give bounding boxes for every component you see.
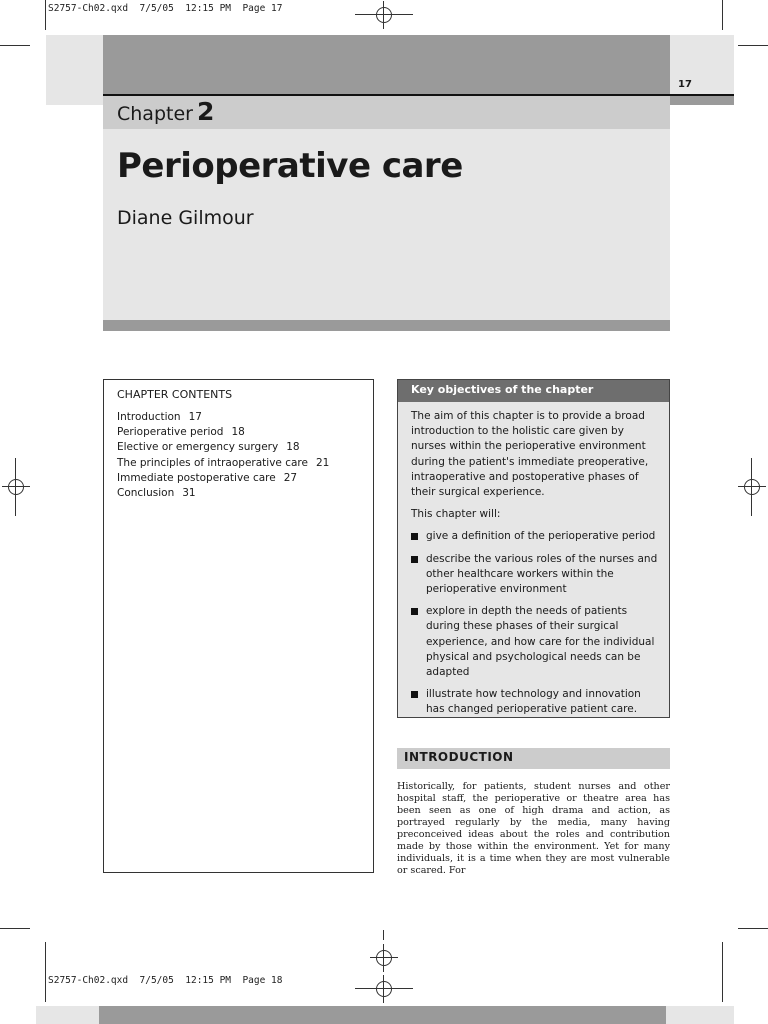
crop-mark xyxy=(0,45,30,46)
registration-mark-icon xyxy=(738,473,766,501)
crop-mark xyxy=(45,0,46,30)
introduction-text: Historically, for patients, student nurses and other hospital staff, the perioperative or theatre area has been seen as one of high drama and action, as portrayed regularly by the media, many having preconceived ideas about the roles and contribution made by those within the environment. Yet for many individuals, it is a time when they are most vulnerable or scared. For xyxy=(397,781,670,876)
crop-mark xyxy=(383,930,384,940)
objectives-intro: The aim of this chapter is to provide a broad introduction to the holistic care given by nurses within the perioperative environment during the patient's immediate preoperative, intraoperative and postoperative phases of their surgical experience. xyxy=(411,410,649,499)
crop-mark xyxy=(15,458,16,516)
list-item: explore in depth the needs of patients during these phases of their surgical experience, and how care for the individual physical and psychological needs can be adapted xyxy=(411,604,661,680)
objectives-list xyxy=(411,529,661,717)
crop-mark xyxy=(722,942,723,1002)
square-bullet-icon xyxy=(411,608,418,615)
contents-item[interactable]: The principles of intraoperative care 21 xyxy=(117,456,330,469)
title-bottom-band xyxy=(103,320,670,331)
crop-mark xyxy=(738,45,768,46)
square-bullet-icon xyxy=(411,533,418,540)
chapter-number: 2 xyxy=(196,97,215,126)
header-strip xyxy=(670,96,734,105)
registration-mark-icon xyxy=(370,975,398,1003)
slug-top: S2757-Ch02.qxd 7/5/05 12:15 PM Page 17 xyxy=(48,3,283,14)
contents-item[interactable]: Immediate postoperative care 27 xyxy=(117,471,298,484)
contents-list xyxy=(117,410,329,501)
square-bullet-icon xyxy=(411,556,418,563)
registration-mark-icon xyxy=(370,944,398,972)
contents-item[interactable]: Perioperative period 18 xyxy=(117,426,245,439)
objectives-body xyxy=(411,409,661,725)
next-page-band xyxy=(99,1006,666,1024)
contents-heading: CHAPTER CONTENTS xyxy=(117,388,233,401)
page-number: 17 xyxy=(678,79,692,90)
chapter-word: Chapter xyxy=(117,103,193,125)
crop-mark xyxy=(0,928,30,929)
crop-mark xyxy=(45,942,46,1002)
chapter-author: Diane Gilmour xyxy=(117,207,254,229)
contents-item[interactable]: Introduction 17 xyxy=(117,411,202,423)
chapter-title: Perioperative care xyxy=(117,146,463,186)
list-item: give a definition of the perioperative period xyxy=(411,529,661,544)
introduction-heading: INTRODUCTION xyxy=(404,750,514,764)
crop-mark xyxy=(738,928,768,929)
chapter-label xyxy=(117,97,214,126)
crop-mark xyxy=(355,988,413,989)
objectives-will: This chapter will: xyxy=(411,508,501,521)
contents-item[interactable]: Conclusion 31 xyxy=(117,487,196,500)
crop-mark xyxy=(355,14,413,15)
square-bullet-icon xyxy=(411,691,418,698)
crop-mark xyxy=(751,458,752,516)
list-item: describe the various roles of the nurses and other healthcare workers within the perioperative environment xyxy=(411,552,661,598)
header-band xyxy=(103,35,670,95)
list-item: illustrate how technology and innovation has changed perioperative patient care. xyxy=(411,687,661,717)
registration-mark-icon xyxy=(370,1,398,29)
slug-bottom: S2757-Ch02.qxd 7/5/05 12:15 PM Page 18 xyxy=(48,975,283,986)
contents-item[interactable]: Elective or emergency surgery 18 xyxy=(117,441,300,454)
crop-mark xyxy=(722,0,723,30)
registration-mark-icon xyxy=(2,473,30,501)
objectives-heading: Key objectives of the chapter xyxy=(411,383,594,396)
